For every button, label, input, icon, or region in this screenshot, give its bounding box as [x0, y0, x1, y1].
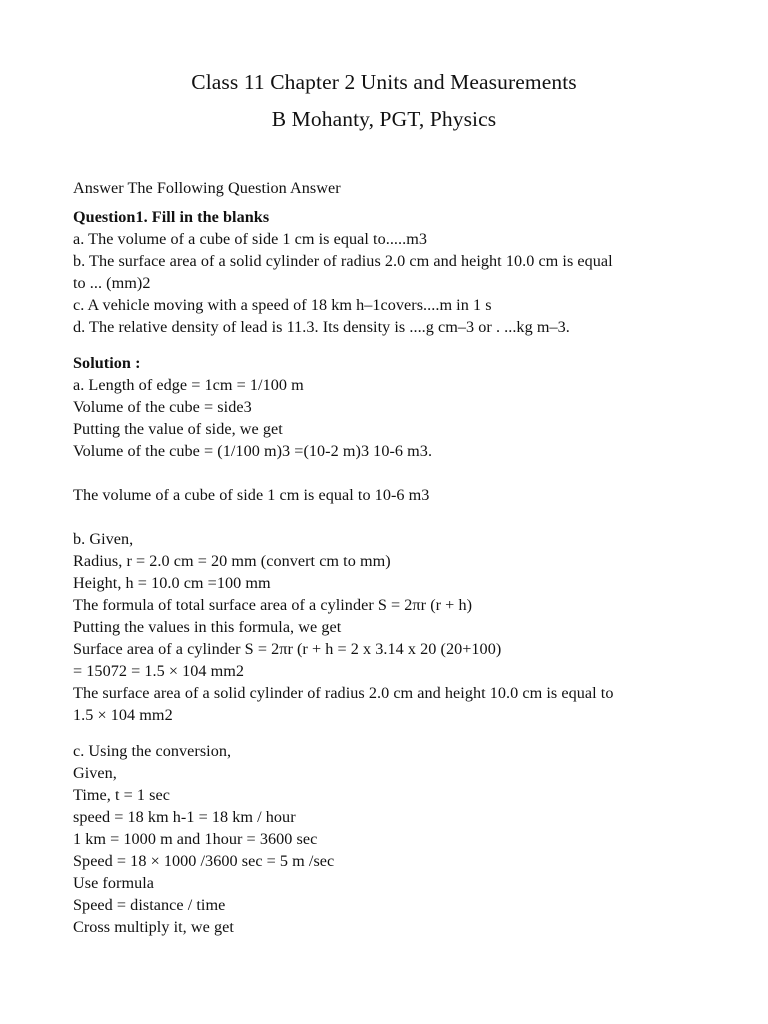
solution-a-result: The volume of a cube of side 1 cm is equal to 10-6 m3	[73, 486, 430, 504]
solution-b-line: = 15072 = 1.5 × 104 mm2	[73, 662, 245, 680]
solution-a-line: Putting the value of side, we get	[73, 420, 283, 438]
solution-c-line: 1 km = 1000 m and 1hour = 3600 sec	[73, 830, 318, 848]
solution-b-line: Radius, r = 2.0 cm = 20 mm (convert cm to mm)	[73, 552, 391, 570]
solution-b-line: 1.5 × 104 mm2	[73, 706, 173, 724]
solution-c-line: c. Using the conversion,	[73, 742, 232, 760]
question-part-d: d. The relative density of lead is 11.3. Its density is ....g cm–3 or . ...kg m–3.	[73, 318, 570, 336]
question-part-b-line1: b. The surface area of a solid cylinder of radius 2.0 cm and height 10.0 cm is equal	[73, 252, 613, 270]
intro-text: Answer The Following Question Answer	[73, 179, 341, 197]
question-part-a: a. The volume of a cube of side 1 cm is equal to.....m3	[73, 230, 427, 248]
solution-c-line: Speed = distance / time	[73, 896, 226, 914]
solution-c-line: Use formula	[73, 874, 155, 892]
solution-b-line: The formula of total surface area of a cylinder S = 2πr (r + h)	[73, 596, 473, 614]
solution-b-line: The surface area of a solid cylinder of radius 2.0 cm and height 10.0 cm is equal to	[73, 684, 614, 702]
question-part-b-line2: to ... (mm)2	[73, 274, 151, 292]
solution-c-line: Cross multiply it, we get	[73, 918, 234, 936]
question-part-c: c. A vehicle moving with a speed of 18 km h–1covers....m in 1 s	[73, 296, 492, 314]
solution-c-line: Time, t = 1 sec	[73, 786, 170, 804]
solution-b-line: Surface area of a cylinder S = 2πr (r + h = 2 x 3.14 x 20 (20+100)	[73, 640, 502, 658]
question-heading: Question1. Fill in the blanks	[73, 208, 270, 226]
solution-b-line: Height, h = 10.0 cm =100 mm	[73, 574, 271, 592]
solution-c-line: Speed = 18 × 1000 /3600 sec = 5 m /sec	[73, 852, 335, 870]
document-author: B Mohanty, PGT, Physics	[271, 107, 497, 131]
solution-c-line: Given,	[73, 764, 117, 782]
solution-a-line: Volume of the cube = (1/100 m)3 =(10-2 m)3 10-6 m3.	[73, 442, 433, 460]
document-title: Class 11 Chapter 2 Units and Measurements	[191, 70, 577, 94]
solution-b-line: Putting the values in this formula, we get	[73, 618, 342, 636]
solution-b-line: b. Given,	[73, 530, 134, 548]
solution-a-line: a. Length of edge = 1cm = 1/100 m	[73, 376, 304, 394]
solution-heading: Solution :	[73, 354, 141, 372]
solution-c-line: speed = 18 km h-1 = 18 km / hour	[73, 808, 296, 826]
solution-a-line: Volume of the cube = side3	[73, 398, 252, 416]
